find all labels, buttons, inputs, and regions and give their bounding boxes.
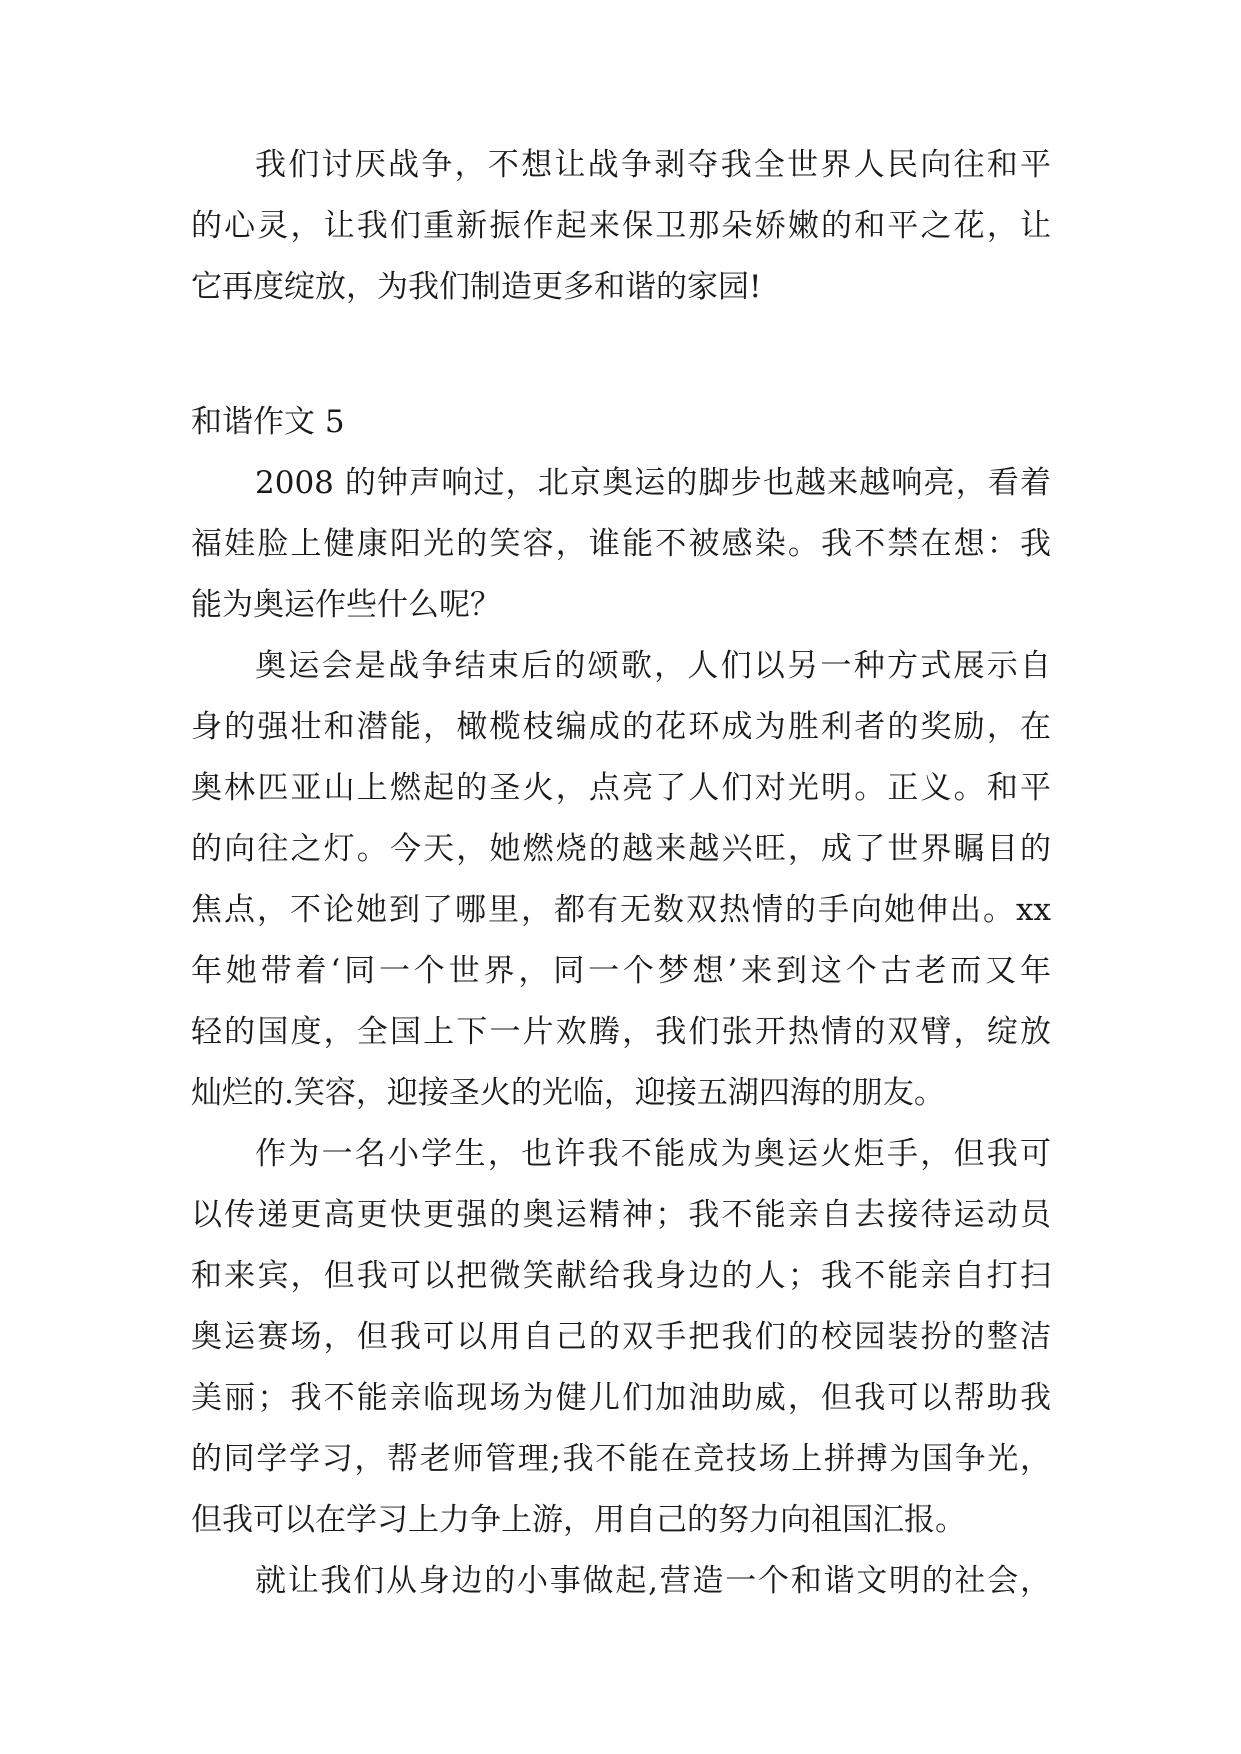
text-line: 奥林匹亚山上燃起的圣火，点亮了人们对光明。正义。和平 bbox=[191, 770, 1051, 806]
text-line: 它再度绽放，为我们制造更多和谐的家园! bbox=[191, 269, 762, 305]
paragraph-1 bbox=[191, 453, 1051, 636]
text-line: 作为一名小学生，也许我不能成为奥运火炬手，但我可 bbox=[255, 1136, 1051, 1172]
text-line: 的心灵，让我们重新振作起来保卫那朵娇嫩的和平之花，让 bbox=[191, 208, 1051, 244]
text-line: 就让我们从身边的小事做起,营造一个和谐文明的社会， bbox=[255, 1563, 1051, 1599]
text-line: 2008 的钟声响过，北京奥运的脚步也越来越响亮，看着 bbox=[255, 465, 1051, 501]
text-line: 的向往之灯。今天，她燃烧的越来越兴旺，成了世界瞩目的 bbox=[191, 831, 1051, 867]
text-line: 的同学学习，帮老师管理;我不能在竞技场上拼搏为国争光， bbox=[191, 1441, 1051, 1477]
paragraph-2 bbox=[191, 636, 1051, 1124]
text-line: 焦点，不论她到了哪里，都有无数双热情的手向她伸出。xx bbox=[191, 892, 1051, 928]
text-line: 奥运会是战争结束后的颂歌，人们以另一种方式展示自 bbox=[255, 648, 1051, 684]
text-line: 年她带着‘同一个世界，同一个梦想’来到这个古老而又年 bbox=[191, 953, 1051, 989]
text-line: 灿烂的.笑容，迎接圣火的光临，迎接五湖四海的朋友。 bbox=[191, 1075, 945, 1111]
text-line: 福娃脸上健康阳光的笑容，谁能不被感染。我不禁在想：我 bbox=[191, 526, 1051, 562]
text-line: 美丽；我不能亲临现场为健儿们加油助威，但我可以帮助我 bbox=[191, 1380, 1051, 1416]
text-line: 以传递更高更快更强的奥运精神；我不能亲自去接待运动员 bbox=[191, 1197, 1051, 1233]
text-line: 我们讨厌战争，不想让战争剥夺我全世界人民向往和平 bbox=[255, 147, 1051, 183]
paragraph-4 bbox=[191, 1551, 1051, 1612]
paragraph-prev bbox=[191, 135, 1051, 318]
paragraph-3 bbox=[191, 1124, 1051, 1551]
text-line: 奥运赛场，但我可以用自己的双手把我们的校园装扮的整洁 bbox=[191, 1319, 1051, 1355]
text-line: 身的强壮和潜能，橄榄枝编成的花环成为胜利者的奖励，在 bbox=[191, 709, 1051, 745]
text-line: 但我可以在学习上力争上游，用自己的努力向祖国汇报。 bbox=[191, 1502, 966, 1538]
text-line: 能为奥运作些什么呢？ bbox=[191, 587, 501, 623]
section-heading: 和谐作文 5 bbox=[191, 404, 345, 440]
text-line: 轻的国度，全国上下一片欢腾，我们张开热情的双臂，绽放 bbox=[191, 1014, 1051, 1050]
text-line: 和来宾，但我可以把微笑献给我身边的人；我不能亲自打扫 bbox=[191, 1258, 1051, 1294]
